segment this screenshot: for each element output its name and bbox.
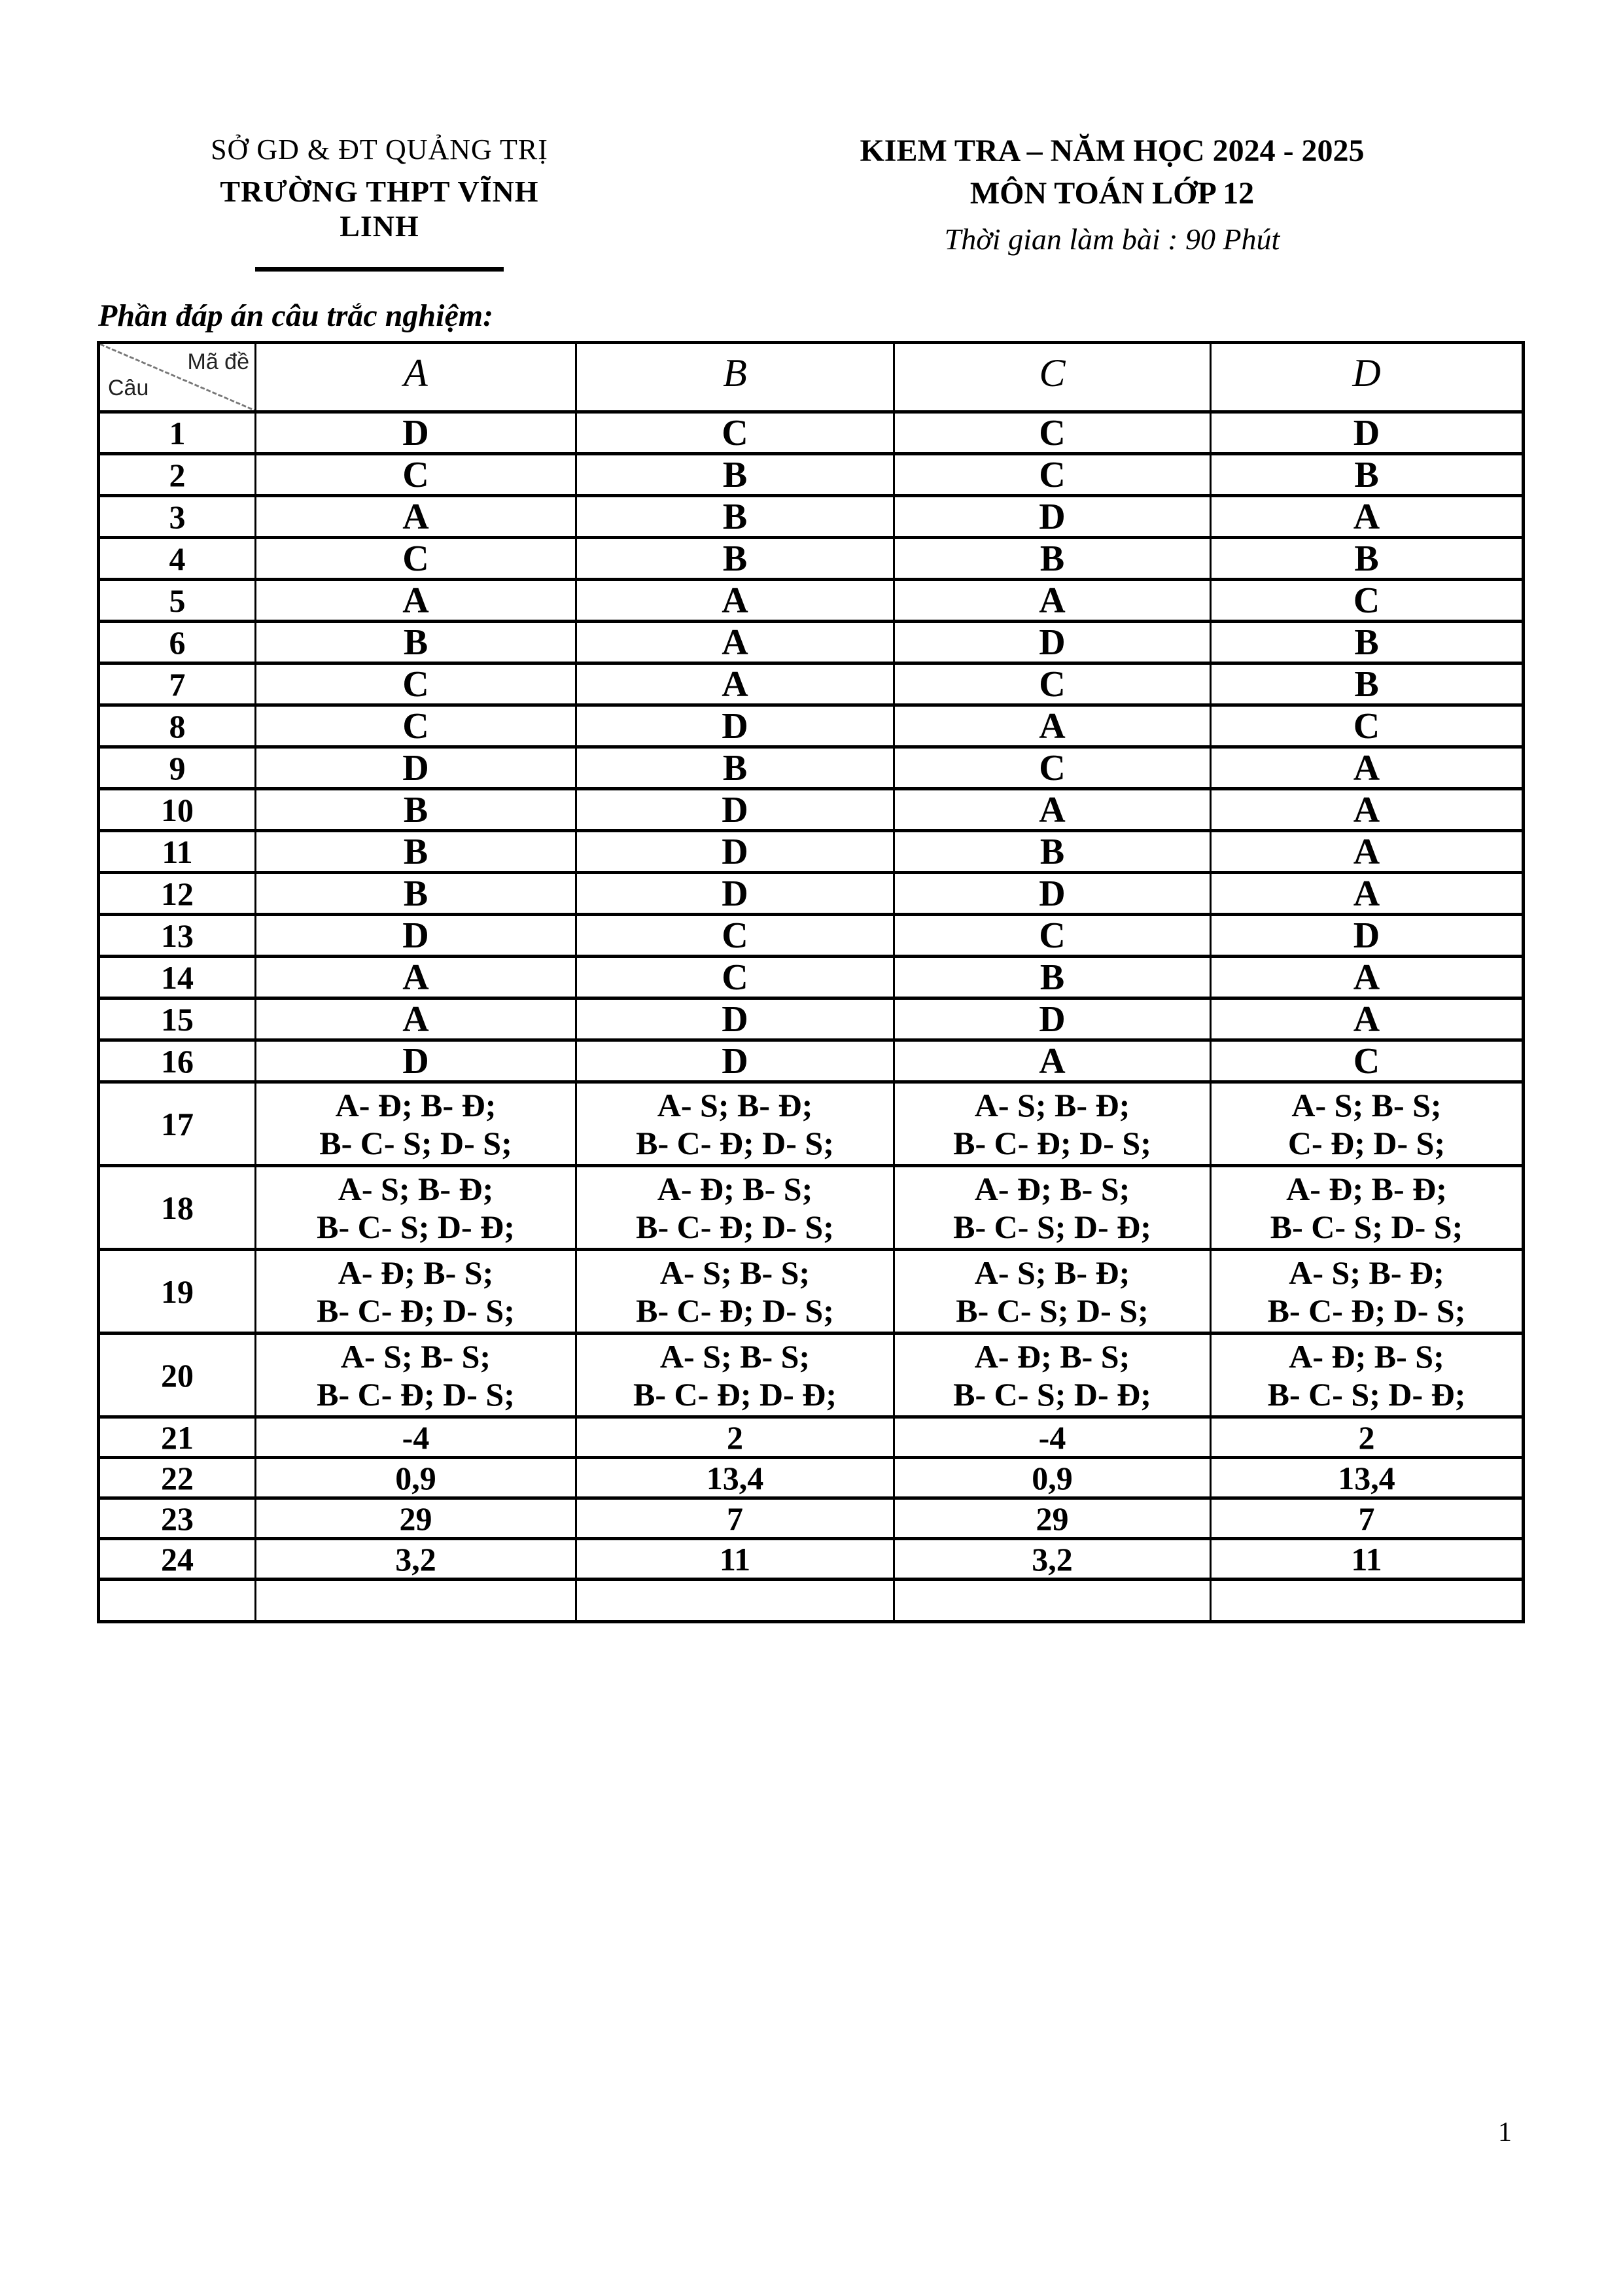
answer-cell: B [894,538,1211,580]
answer-cell [1211,1580,1524,1622]
answer-key-table [97,341,1525,1623]
answer-cell: B [894,831,1211,873]
table-row [99,1082,1524,1166]
question-number: 15 [99,998,256,1040]
corner-cell [99,343,256,412]
table-row [99,1417,1524,1458]
answer-cell: B [894,957,1211,998]
question-number: 6 [99,622,256,663]
answer-line: B- C- Đ; D- S; [317,1292,515,1329]
table-row [99,873,1524,915]
exam-title: KIEM TRA – NĂM HỌC 2024 - 2025 [860,133,1365,168]
answer-cell: 29 [256,1498,576,1539]
answer-cell: D [894,998,1211,1040]
answer-line: B- C- Đ; D- Đ; [633,1375,837,1413]
table-row [99,454,1524,496]
answer-cell: A [894,789,1211,831]
answer-line: A- S; B- S; [659,1254,811,1291]
answer-cell: C [894,412,1211,454]
answer-cell: 11 [576,1539,894,1580]
answer-cell: B [256,622,576,663]
answer-cell: C [576,957,894,998]
answer-cell: C [1211,1040,1524,1082]
answer-cell [576,1250,894,1333]
column-header-d: D [1211,343,1524,412]
table-row [99,580,1524,622]
answer-cell: 29 [894,1498,1211,1539]
answer-cell: 0,9 [256,1458,576,1498]
table-row [99,957,1524,998]
question-number: 14 [99,957,256,998]
answer-cell: B [1211,538,1524,580]
question-number [99,1580,256,1622]
answer-cell: 2 [576,1417,894,1458]
answer-cell: D [576,705,894,747]
answer-line: C- Đ; D- S; [1287,1124,1446,1161]
section-title: Phần đáp án câu trắc nghiệm: [98,298,494,333]
answer-cell: D [1211,915,1524,957]
answer-line: A- S; B- S; [340,1337,491,1375]
table-row [99,998,1524,1040]
answer-line: A- Đ; B- Đ; [335,1086,497,1123]
answer-line: B- C- S; D- Đ; [1267,1375,1466,1413]
page-number: 1 [1498,2117,1512,2147]
column-header-b: B [576,343,894,412]
answer-cell [1211,1166,1524,1250]
answer-cell: C [576,412,894,454]
answer-line: A- Đ; B- S; [974,1170,1130,1207]
table-row [99,1166,1524,1250]
answer-cell: A [894,705,1211,747]
question-number: 10 [99,789,256,831]
answer-cell: A [894,1040,1211,1082]
answer-cell: 2 [1211,1417,1524,1458]
column-header-a: A [256,343,576,412]
question-number: 23 [99,1498,256,1539]
question-number: 11 [99,831,256,873]
answer-cell [1211,1082,1524,1166]
school-name: TRƯỜNG THPT VĨNH LINH [220,175,539,243]
answer-cell: B [1211,663,1524,705]
answer-cell [1211,1250,1524,1333]
answer-line: B- C- Đ; D- S; [1267,1292,1466,1329]
answer-cell: B [256,831,576,873]
answer-cell: D [894,873,1211,915]
answer-cell: D [256,915,576,957]
question-number: 17 [99,1082,256,1166]
answer-cell: D [256,412,576,454]
answer-line: B- C- Đ; D- S; [953,1124,1151,1161]
answer-line: B- C- S; D- Đ; [317,1208,515,1245]
table-row [99,496,1524,538]
answer-cell [894,1333,1211,1417]
answer-cell: C [576,915,894,957]
answer-cell: C [256,538,576,580]
question-number: 3 [99,496,256,538]
table-row [99,831,1524,873]
answer-line: B- C- S; D- S; [956,1292,1149,1329]
answer-line: A- S; B- Đ; [338,1170,494,1207]
answer-cell: B [576,496,894,538]
answer-cell: 13,4 [576,1458,894,1498]
answer-line: B- C- Đ; D- S; [636,1124,834,1161]
answer-line: A- Đ; B- S; [338,1254,494,1291]
answer-cell: C [256,454,576,496]
question-number: 21 [99,1417,256,1458]
table-row [99,1498,1524,1539]
answer-line: A- S; B- Đ; [1289,1254,1444,1291]
header-divider [255,267,504,272]
question-number: 1 [99,412,256,454]
answer-cell: A [576,622,894,663]
answer-cell: D [576,1040,894,1082]
answer-cell: A [576,663,894,705]
answer-line: A- Đ; B- S; [1289,1337,1444,1375]
answer-line: B- C- Đ; D- S; [636,1208,834,1245]
answer-line: A- S; B- Đ; [657,1086,813,1123]
answer-cell: C [1211,705,1524,747]
answer-line: A- Đ; B- S; [657,1170,813,1207]
answer-cell: A [1211,747,1524,789]
question-number: 16 [99,1040,256,1082]
answer-cell: A [576,580,894,622]
answer-cell: A [1211,789,1524,831]
answer-cell [576,1333,894,1417]
answer-cell: A [1211,873,1524,915]
answer-cell: -4 [256,1417,576,1458]
question-number: 7 [99,663,256,705]
question-number: 22 [99,1458,256,1498]
question-number: 9 [99,747,256,789]
answer-cell [894,1082,1211,1166]
question-number: 20 [99,1333,256,1417]
answer-cell: D [256,747,576,789]
exam-duration: Thời gian làm bài : 90 Phút [944,222,1280,256]
answer-cell [576,1082,894,1166]
answer-cell: 11 [1211,1539,1524,1580]
answer-cell: D [576,789,894,831]
table-row [99,1040,1524,1082]
table-row [99,747,1524,789]
table-row [99,1580,1524,1622]
answer-cell [894,1166,1211,1250]
answer-cell: A [256,496,576,538]
exam-subject: MÔN TOÁN LỚP 12 [969,176,1255,211]
answer-cell: 3,2 [256,1539,576,1580]
answer-line: A- Đ; B- S; [974,1337,1130,1375]
answer-cell: D [576,873,894,915]
exam-header [831,133,1393,256]
table-row [99,915,1524,957]
answer-line: A- Đ; B- Đ; [1286,1170,1447,1207]
answer-cell: A [1211,831,1524,873]
answer-cell: A [894,580,1211,622]
question-number: 8 [99,705,256,747]
column-header-c: C [894,343,1211,412]
answer-cell [576,1580,894,1622]
question-number: 12 [99,873,256,915]
answer-cell: C [894,663,1211,705]
table-row [99,622,1524,663]
question-number: 18 [99,1166,256,1250]
answer-line: A- S; B- S; [659,1337,811,1375]
answer-cell: B [576,454,894,496]
answer-cell: 3,2 [894,1539,1211,1580]
answer-cell [256,1166,576,1250]
table-row [99,538,1524,580]
answer-cell: C [1211,580,1524,622]
question-number: 24 [99,1539,256,1580]
table-header-row [99,343,1524,412]
question-number: 5 [99,580,256,622]
answer-cell: -4 [894,1417,1211,1458]
answer-cell [256,1333,576,1417]
answer-line: A- S; B- Đ; [974,1086,1130,1123]
answer-cell [1211,1333,1524,1417]
answer-cell: B [1211,622,1524,663]
answer-line: B- C- Đ; D- S; [636,1292,834,1329]
question-number: 19 [99,1250,256,1333]
answer-cell: B [1211,454,1524,496]
answer-cell: 7 [576,1498,894,1539]
school-header [196,133,563,272]
answer-cell: A [256,998,576,1040]
answer-cell: D [576,998,894,1040]
answer-cell: C [894,454,1211,496]
table-row [99,1250,1524,1333]
answer-cell: 7 [1211,1498,1524,1539]
answer-cell: 0,9 [894,1458,1211,1498]
answer-cell: A [256,957,576,998]
answer-cell: D [1211,412,1524,454]
answer-cell: B [576,747,894,789]
answer-cell: D [894,622,1211,663]
answer-cell [576,1166,894,1250]
answer-line: B- C- Đ; D- S; [317,1375,515,1413]
answer-line: B- C- S; D- Đ; [953,1375,1151,1413]
answer-cell: C [894,915,1211,957]
answer-cell: A [1211,496,1524,538]
answer-cell [256,1082,576,1166]
answer-cell: 13,4 [1211,1458,1524,1498]
question-number: 2 [99,454,256,496]
answer-cell: B [256,873,576,915]
answer-line: B- C- S; D- S; [1270,1208,1463,1245]
answer-cell: A [256,580,576,622]
answer-line: B- C- S; D- S; [319,1124,512,1161]
corner-label-ma-de: Mã đề [187,349,249,374]
table-row [99,663,1524,705]
answer-cell: C [894,747,1211,789]
question-number: 13 [99,915,256,957]
table-row [99,705,1524,747]
answer-cell [256,1250,576,1333]
answer-cell: A [1211,998,1524,1040]
table-row [99,1333,1524,1417]
answer-cell: D [576,831,894,873]
answer-cell: B [256,789,576,831]
answer-line: A- S; B- S; [1291,1086,1442,1123]
answer-cell: D [256,1040,576,1082]
answer-cell [256,1580,576,1622]
table-row [99,412,1524,454]
answer-line: A- S; B- Đ; [974,1254,1130,1291]
answer-cell: D [894,496,1211,538]
table-row [99,1539,1524,1580]
answer-line: B- C- S; D- Đ; [953,1208,1151,1245]
answer-cell [894,1580,1211,1622]
table-row [99,1458,1524,1498]
department-name: SỞ GD & ĐT QUẢNG TRỊ [211,133,548,166]
answer-cell: B [576,538,894,580]
answer-cell [894,1250,1211,1333]
question-number: 4 [99,538,256,580]
answer-cell: C [256,663,576,705]
answer-cell: A [1211,957,1524,998]
table-row [99,789,1524,831]
corner-label-cau: Câu [108,376,149,400]
answer-cell: C [256,705,576,747]
